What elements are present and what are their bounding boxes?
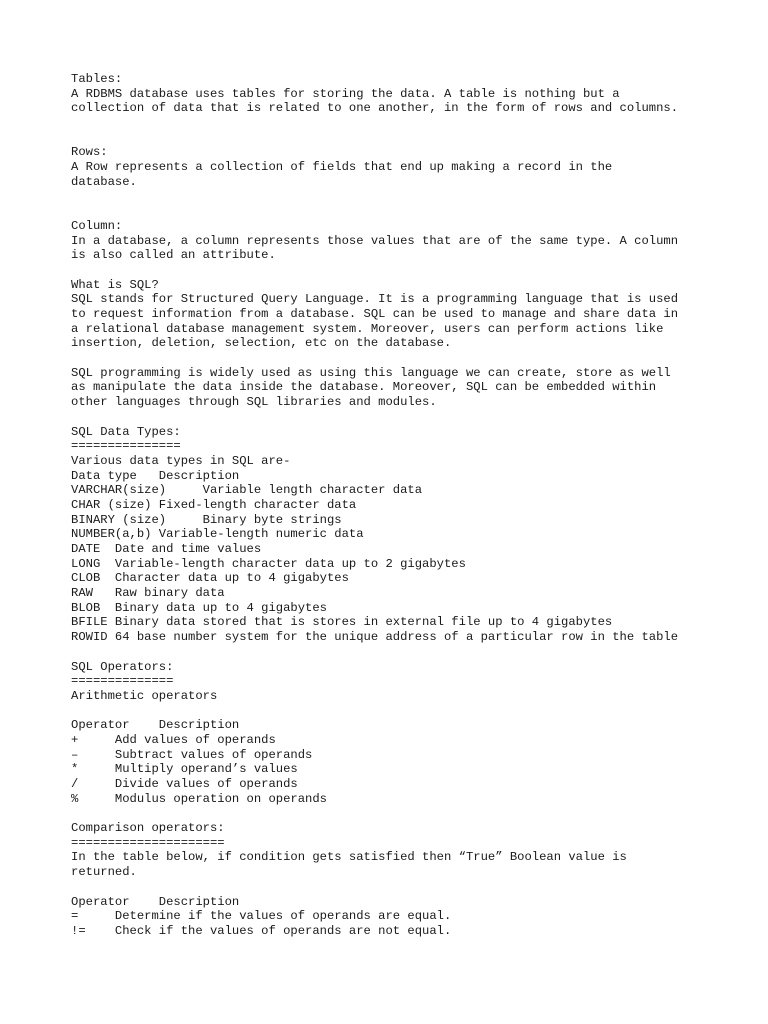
text-line: database. xyxy=(71,174,137,189)
text-line: is also called an attribute. xyxy=(71,248,276,263)
text-line: ===================== xyxy=(71,835,225,850)
text-line: =============== xyxy=(71,439,181,454)
blank-line xyxy=(71,351,751,366)
text-line: BINARY (size) Binary byte strings xyxy=(71,512,342,527)
blank-line xyxy=(71,263,751,278)
text-line: ROWID 64 base number system for the unique address of a particular row in the table xyxy=(71,630,679,645)
text-line: SQL Data Types: xyxy=(71,424,181,439)
text-line: insertion, deletion, selection, etc on the database. xyxy=(71,336,452,351)
text-line: BFILE Binary data stored that is stores in external file up to 4 gigabytes xyxy=(71,615,613,630)
text-line: Column: xyxy=(71,218,123,233)
text-line: * Multiply operand’s values xyxy=(71,762,298,777)
text-line: Operator Description xyxy=(71,894,240,909)
text-line: ============== xyxy=(71,674,174,689)
text-line: != Check if the values of operands are not equal. xyxy=(71,923,452,938)
text-line: SQL Operators: xyxy=(71,659,174,674)
text-line: Tables: xyxy=(71,72,123,86)
text-line: SQL programming is widely used as using this language we can create, store as well xyxy=(71,365,671,380)
blank-line xyxy=(71,131,751,146)
text-line: = Determine if the values of operands are equal. xyxy=(71,909,452,924)
text-line: SQL stands for Structured Query Language. It is a programming language that is used xyxy=(71,292,679,307)
text-line: Comparison operators: xyxy=(71,821,225,836)
text-line: In the table below, if condition gets satisfied then “True” Boolean value is xyxy=(71,850,627,865)
text-line: Various data types in SQL are- xyxy=(71,453,291,468)
text-line: collection of data that is related to one another, in the form of rows and columns. xyxy=(71,101,679,116)
blank-line xyxy=(71,190,751,205)
blank-line xyxy=(71,880,751,895)
blank-line xyxy=(71,204,751,219)
text-line: DATE Date and time values xyxy=(71,542,262,556)
text-line: – Subtract values of operands xyxy=(71,747,313,762)
text-line: CLOB Character data up to 4 gigabytes xyxy=(71,571,349,586)
text-line: Rows: xyxy=(71,145,108,160)
text-line: Operator Description xyxy=(71,718,240,733)
text-line: Data type Description xyxy=(71,468,240,483)
text-line: VARCHAR(size) Variable length character data xyxy=(71,483,423,498)
text-line: In a database, a column represents those values that are of the same type. A column xyxy=(71,233,679,248)
text-line: returned. xyxy=(71,865,137,880)
blank-line xyxy=(71,704,751,719)
text-line: / Divide values of operands xyxy=(71,777,298,791)
text-line: LONG Variable-length character data up to 2 gigabytes xyxy=(71,556,466,571)
text-line: Arithmetic operators xyxy=(71,688,218,703)
text-line: + Add values of operands xyxy=(71,732,276,747)
text-line: What is SQL? xyxy=(71,277,159,292)
blank-line xyxy=(71,410,751,425)
text-line: A RDBMS database uses tables for storing the data. A table is nothing but a xyxy=(71,86,620,101)
text-line: other languages through SQL libraries and modules. xyxy=(71,395,437,410)
blank-line xyxy=(71,806,751,821)
text-line: BLOB Binary data up to 4 gigabytes xyxy=(71,600,327,615)
blank-line xyxy=(71,645,751,660)
text-line: as manipulate the data inside the database. Moreover, SQL can be embedded within xyxy=(71,380,657,395)
document-page xyxy=(71,72,751,939)
text-line: CHAR (size) Fixed-length character data xyxy=(71,497,357,512)
text-line: RAW Raw binary data xyxy=(71,586,225,601)
text-line: % Modulus operation on operands xyxy=(71,791,327,806)
text-line: a relational database management system. Moreover, users can perform actions like xyxy=(71,321,664,336)
blank-line xyxy=(71,116,751,131)
text-line: A Row represents a collection of fields that end up making a record in the xyxy=(71,160,613,175)
text-line: to request information from a database. SQL can be used to manage and share data in xyxy=(71,307,679,321)
text-line: NUMBER(a,b) Variable-length numeric data xyxy=(71,527,364,542)
